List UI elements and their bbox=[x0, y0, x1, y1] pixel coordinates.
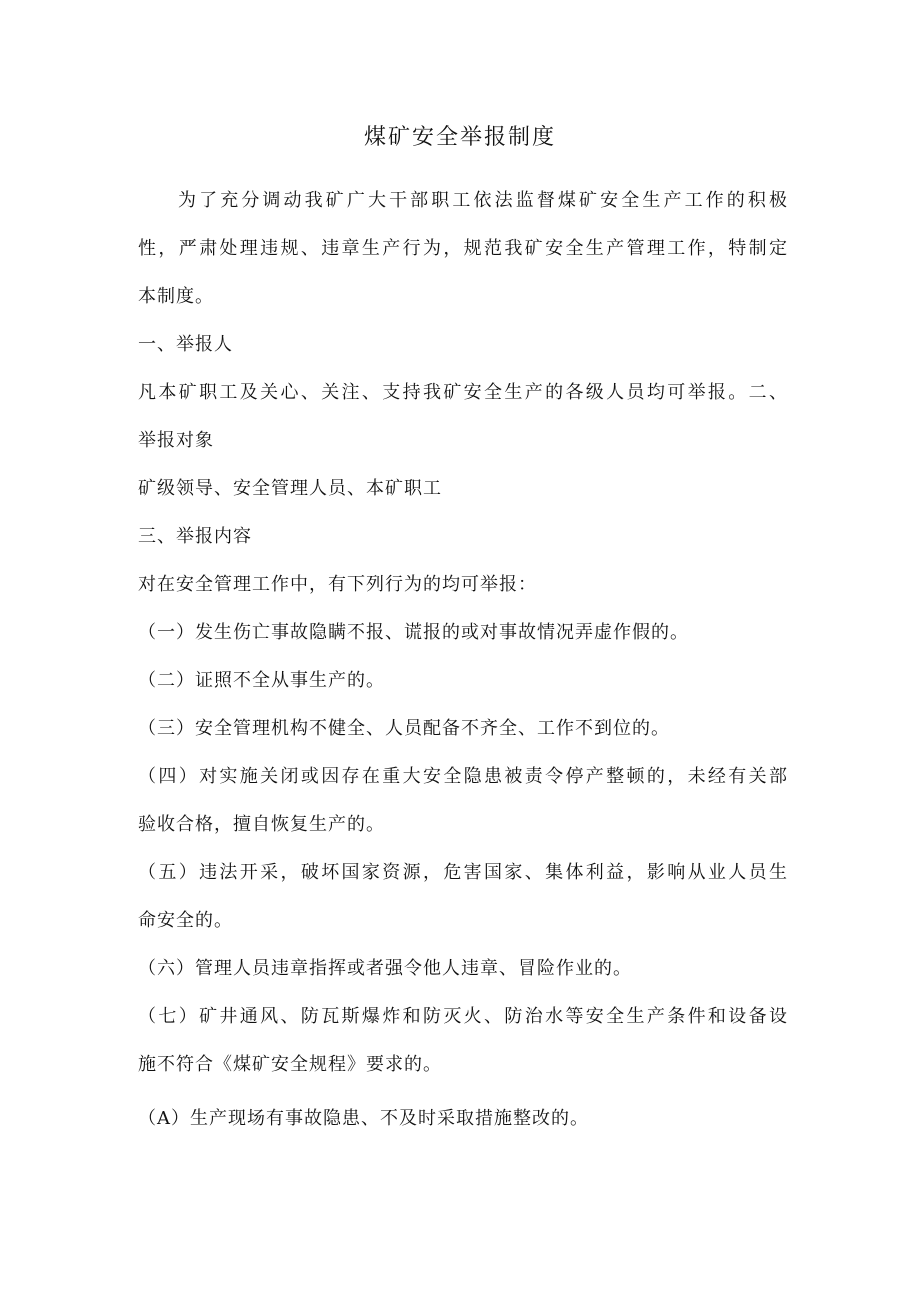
list-item: （A）生产现场有事故隐患、不及时采取措施整改的。 bbox=[138, 1108, 589, 1129]
section-heading: 一、举报人 bbox=[138, 334, 233, 355]
list-item: （五）违法开采，破坏国家资源，危害国家、集体利益，影响从业人员生 bbox=[138, 862, 788, 883]
page-title: 煤矿安全举报制度 bbox=[363, 125, 556, 150]
list-item: （六）管理人员违章指挥或者强令他人违章、冒险作业的。 bbox=[138, 958, 632, 979]
list-item: （一）发生伤亡事故隐瞒不报、谎报的或对事故情况弄虚作假的。 bbox=[138, 622, 689, 643]
paragraph-line: 矿级领导、安全管理人员、本矿职工 bbox=[138, 478, 442, 499]
list-item-continuation: 验收合格，擅自恢复生产的。 bbox=[138, 814, 385, 835]
paragraph-line: 为了充分调动我矿广大干部职工依法监督煤矿安全生产工作的积极 bbox=[178, 190, 788, 211]
list-item-continuation: 命安全的。 bbox=[138, 910, 233, 931]
list-item: （七）矿井通风、防瓦斯爆炸和防灭火、防治水等安全生产条件和设备设 bbox=[138, 1006, 788, 1027]
paragraph-line: 凡本矿职工及关心、关注、支持我矿安全生产的各级人员均可举报。二、 bbox=[138, 382, 788, 403]
list-item: （三）安全管理机构不健全、人员配备不齐全、工作不到位的。 bbox=[138, 718, 670, 739]
list-item-continuation: 施不符合《煤矿安全规程》要求的。 bbox=[138, 1054, 442, 1075]
paragraph-line: 性，严肃处理违规、违章生产行为，规范我矿安全生产管理工作，特制定 bbox=[138, 238, 788, 259]
section-heading: 三、举报内容 bbox=[138, 526, 252, 547]
list-item: （四）对实施关闭或因存在重大安全隐患被责令停产整顿的，未经有关部 bbox=[138, 766, 788, 787]
paragraph-line: 本制度。 bbox=[138, 286, 214, 307]
list-item: （二）证照不全从事生产的。 bbox=[138, 670, 385, 691]
paragraph-line: 对在安全管理工作中，有下列行为的均可举报： bbox=[138, 574, 537, 595]
section-heading: 举报对象 bbox=[138, 430, 214, 451]
